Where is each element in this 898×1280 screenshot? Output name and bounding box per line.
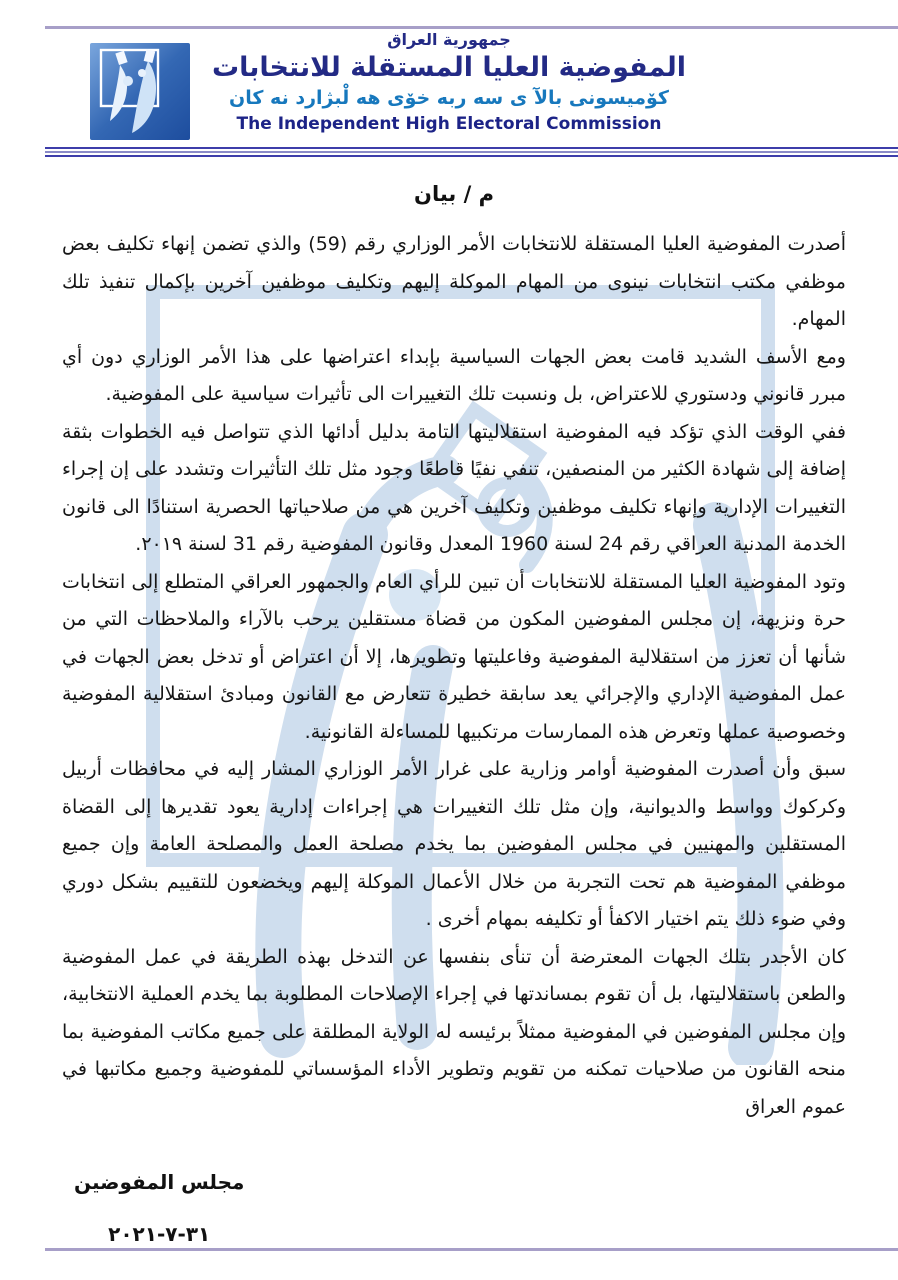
signature-date: ٣١-٧-٢٠٢١ [108, 1222, 211, 1246]
country-name: جمهورية العراق [387, 30, 511, 49]
top-divider [45, 26, 898, 29]
ihec-ballot-box-logo-icon [90, 43, 190, 140]
header-divider [45, 147, 898, 157]
statement-body [62, 182, 846, 1260]
org-name-kurdish: كۆميسونى بالآ ى سه ربه خۆى هه لْبژارد نه كان [229, 87, 669, 109]
org-name-english: The Independent High Electoral Commission [236, 114, 662, 134]
letterhead [0, 30, 898, 134]
statement-paragraph-1: أصدرت المفوضية العليا المستقلة للانتخابات الأمر الوزاري رقم (59) والذي تضمن إنهاء تكليف بعض موظفي مكتب انتخابات نينوى من المهام الموكلة إليهم وتكليف موظفين آخرين بإكمال تنفيذ تلك المهام. [62, 233, 846, 330]
statement-paragraph-5: سبق وأن أصدرت المفوضية أوامر وزارية على غرار الأمر الوزاري المشار إليه في محافظات أربيل وكركوك وواسط والديوانية، وإن مثل تلك التغييرات هي إجراءات إدارية يعود تقديرها إلى القضاة المستقلين والمهنيين في مجلس المفوضين بما يخدم مصلحة العمل والمصلحة العامة وإن جميع موظفي المفوضية هم تحت التجربة من خلال الأعمال الموكلة إليهم ويخضعون للتقييم بشكل دوري وفي ضوء ذلك يتم اختيار الاكفأ أو تكليفه بمهام أخرى . [62, 758, 846, 930]
org-name-arabic: المفوضية العليا المستقلة للانتخابات [212, 52, 686, 83]
statement-paragraph-6: كان الأجدر بتلك الجهات المعترضة أن تنأى بنفسها عن التدخل بهذه الطريقة في عمل المفوضية والطعن باستقلاليتها، بل أن تقوم بمساندتها في إجراء الإصلاحات المطلوبة بما يخدم العملية الانتخابية، وإن مجلس المفوضين في المفوضية ممثلاً برئيسه له الولاية المطلقة على جميع مكاتب المفوضية بما منحه القانون من صلاحيات تمكنه من تقويم وتطوير الأداء المؤسساتي للمفوضية وجميع مكاتبها في عموم العراق [62, 945, 846, 1118]
statement-paragraph-2: ومع الأسف الشديد قامت بعض الجهات السياسية بإبداء اعتراضها على هذا الأمر الوزاري دون أي مبرر قانوني ودستوري للاعتراض، بل ونسبت تلك التغييرات الى تأثيرات سياسية على المفوضية. [62, 345, 846, 405]
statement-paragraph-4: وتود المفوضية العليا المستقلة للانتخابات أن تبين للرأي العام والجمهور العراقي المتطلع إلى انتخابات حرة ونزيهة، إن مجلس المفوضين المكون من قضاة مستقلين يرحب بالآراء والملاحظات التي من شأنها أن تعزز من استقلالية المفوضية وفاعليتها وتطويرها، إلا أن اعتراض أو تدخل بعض الجهات في عمل المفوضية الإداري والإجرائي يعد سابقة خطيرة تتعارض مع القانون ومبادئ استقلالية المفوضية وخصوصية عملها وتعرض هذه الممارسات مرتكبيها للمساءلة القانونية. [62, 570, 846, 743]
statement-paragraph-3: ففي الوقت الذي تؤكد فيه المفوضية استقلاليتها التامة بدليل أدائها الذي تتواصل فيه الخطوات بثقة إضافة إلى شهادة الكثير من المنصفين، تنفي نفيًا قاطعًا وجود مثل تلك التأثيرات وتشدد على إن إجراء التغييرات الإدارية وإنهاء تكليف موظفين وتكليف آخرين هي من صلاحياتها الحصرية استنادًا الى قانون الخدمة المدنية العراقي رقم 24 لسنة 1960 المعدل وقانون المفوضية رقم 31 لسنة ٢٠١٩. [62, 420, 846, 555]
signature-block [74, 1156, 244, 1260]
signature-name: مجلس المفوضين [74, 1170, 245, 1194]
statement-title: م / بيان [414, 182, 494, 206]
